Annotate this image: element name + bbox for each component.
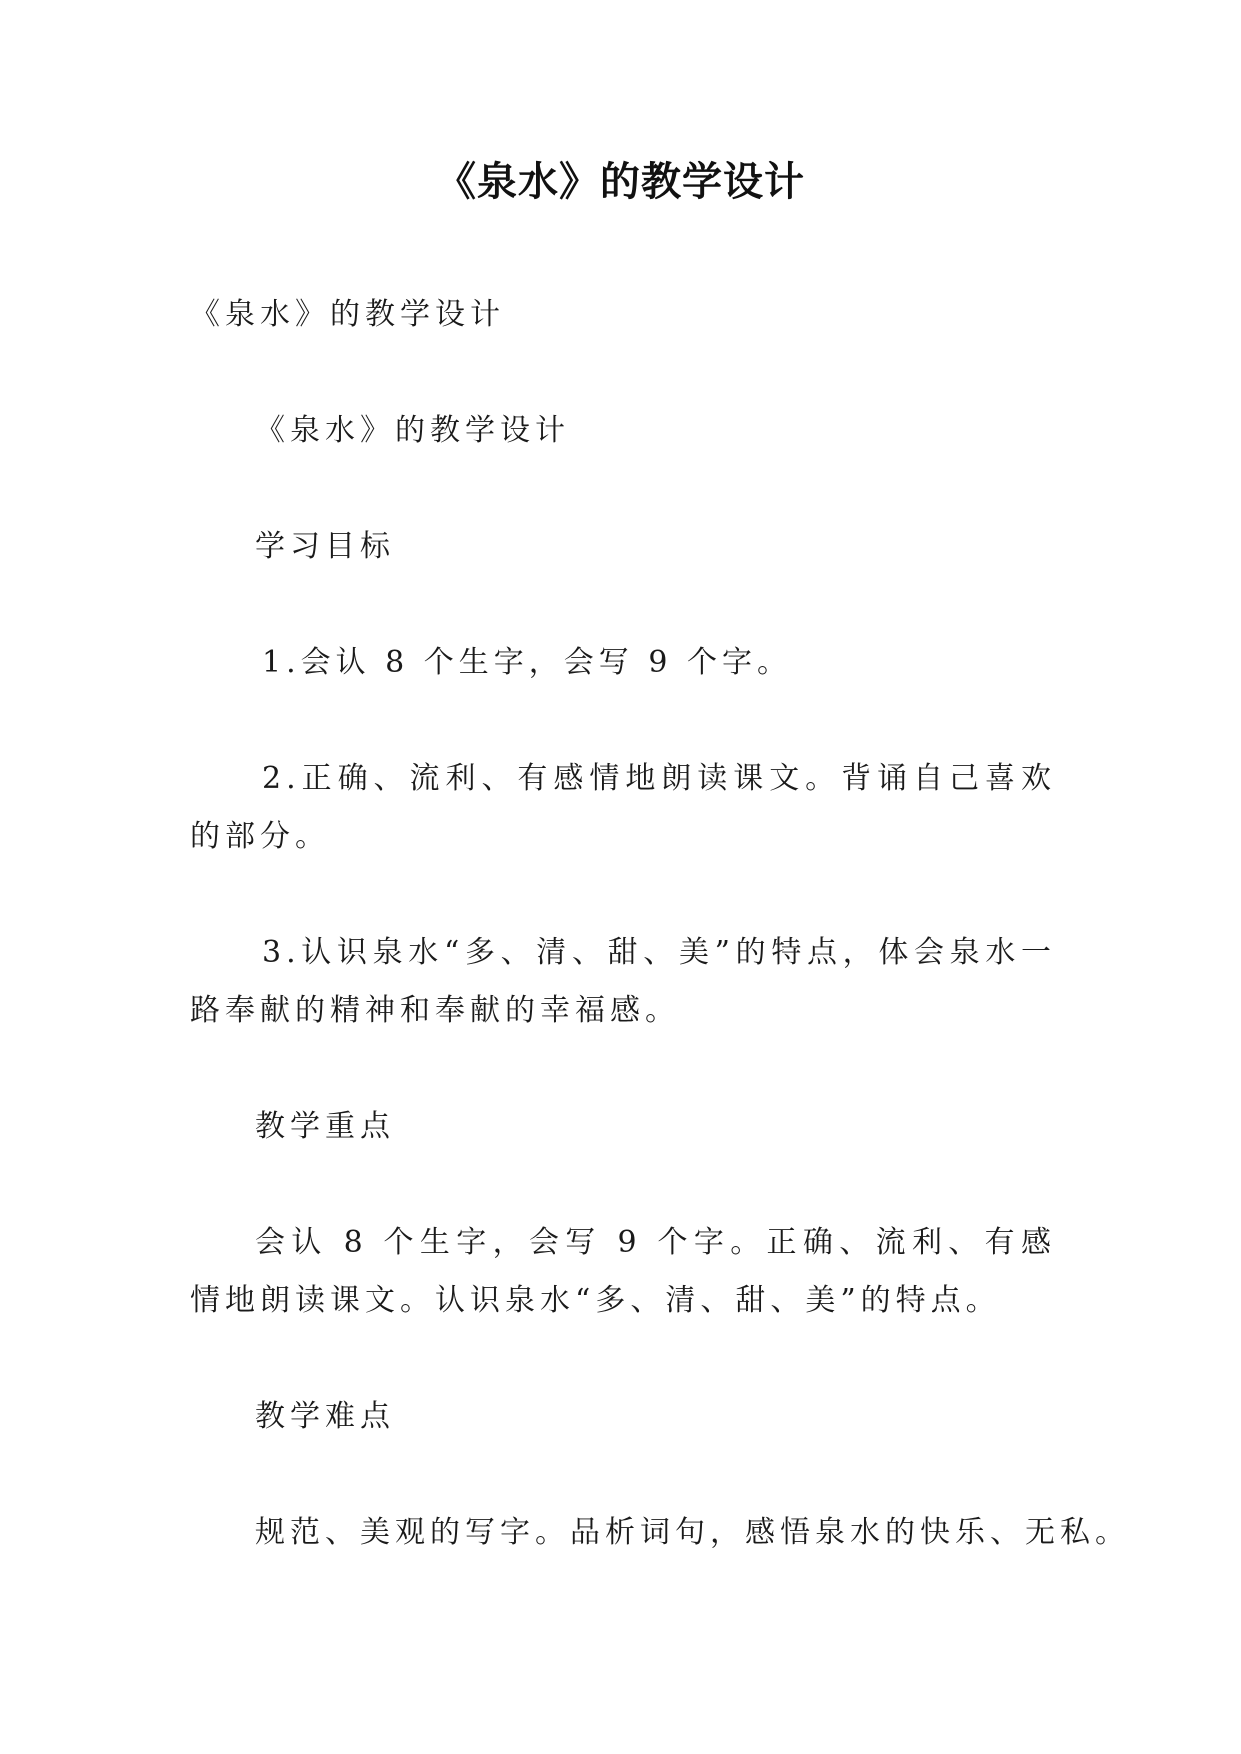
goal-item-2: 2.正确、流利、有感情地朗读课文。背诵自己喜欢的部分。 [190,761,1056,854]
section-heading-difficulties: 教学难点 [255,1399,395,1434]
key-points-paragraph: 会认 8 个生字，会写 9 个字。正确、流利、有感情地朗读课文。认识泉水“多、清、甜、美”的特点。 [190,1225,1056,1318]
section-heading-goals: 学习目标 [255,529,395,564]
goal-item-1: 1.会认 8 个生字，会写 9 个字。 [262,645,792,680]
subtitle-1: 《泉水》的教学设计 [190,297,505,332]
document-title: 《泉水》的教学设计 [436,159,805,205]
section-heading-key-points: 教学重点 [255,1109,395,1144]
subtitle-2: 《泉水》的教学设计 [255,413,570,448]
difficulties-paragraph: 规范、美观的写字。品析词句，感悟泉水的快乐、无私。 [255,1515,1130,1550]
goal-item-3: 3.认识泉水“多、清、甜、美”的特点，体会泉水一路奉献的精神和奉献的幸福感。 [190,935,1056,1028]
